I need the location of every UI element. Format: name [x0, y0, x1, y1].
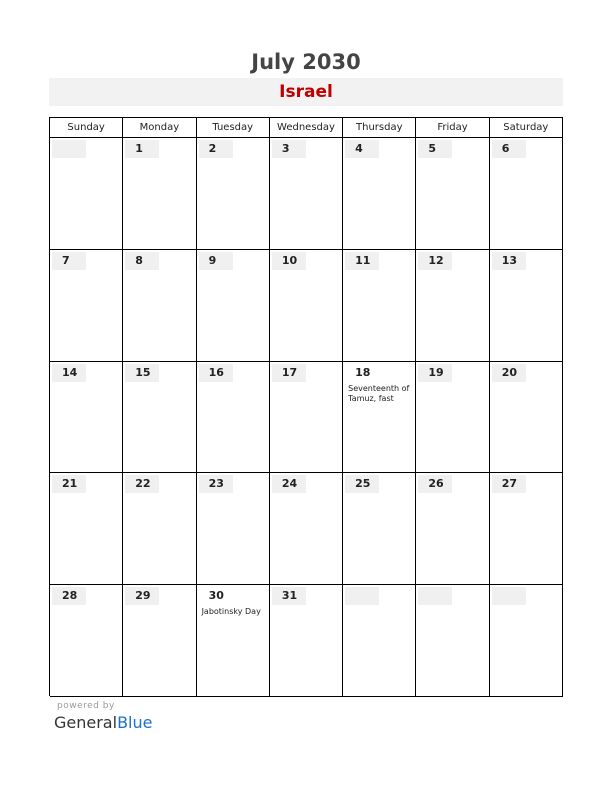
- day-number: 31: [272, 587, 306, 605]
- day-number: 1: [125, 140, 159, 158]
- day-cell: [343, 362, 416, 474]
- day-cell: [197, 585, 270, 697]
- day-number: 25: [345, 475, 379, 493]
- day-number: 21: [52, 475, 86, 493]
- day-cell: [123, 250, 196, 362]
- day-number: 22: [125, 475, 159, 493]
- powered-by-label: powered by: [57, 701, 115, 711]
- day-number: 4: [345, 140, 379, 158]
- day-cell: [50, 138, 123, 250]
- day-number: 9: [199, 252, 233, 270]
- day-cell: [197, 138, 270, 250]
- day-number: 19: [418, 364, 452, 382]
- day-cell: [416, 362, 489, 474]
- day-number: 26: [418, 475, 452, 493]
- day-cell: [343, 250, 416, 362]
- day-cell: [50, 362, 123, 474]
- day-number: [345, 587, 379, 605]
- day-number: 6: [492, 140, 526, 158]
- day-number: 23: [199, 475, 233, 493]
- holiday-event: Seventeenth of Tamuz, fast: [348, 383, 410, 403]
- day-cell: [270, 138, 343, 250]
- calendar-title: July 2030: [251, 50, 361, 74]
- weekday-tuesday: Tuesday: [197, 118, 270, 138]
- day-number: 17: [272, 364, 306, 382]
- weekday-saturday: Saturday: [490, 118, 563, 138]
- day-cell: [343, 585, 416, 697]
- day-cell: [123, 138, 196, 250]
- generalblue-logo[interactable]: [54, 713, 152, 732]
- day-cell: [50, 250, 123, 362]
- day-number: 20: [492, 364, 526, 382]
- day-number: [418, 587, 452, 605]
- day-cell: [343, 138, 416, 250]
- day-cell: [123, 362, 196, 474]
- day-cell: [197, 473, 270, 585]
- day-cell: [416, 250, 489, 362]
- weeks-container: [50, 138, 563, 697]
- day-cell: [490, 138, 563, 250]
- day-cell: [416, 473, 489, 585]
- day-cell: [197, 362, 270, 474]
- day-number: 7: [52, 252, 86, 270]
- day-number: 8: [125, 252, 159, 270]
- day-number: [492, 587, 526, 605]
- day-number: 14: [52, 364, 86, 382]
- week-row: [50, 250, 563, 362]
- day-cell: [123, 473, 196, 585]
- day-cell: [416, 585, 489, 697]
- logo-blue: Blue: [117, 713, 153, 732]
- day-number: 28: [52, 587, 86, 605]
- week-row: [50, 585, 563, 697]
- day-number: 30: [199, 587, 233, 605]
- day-cell: [490, 362, 563, 474]
- day-cell: [490, 473, 563, 585]
- day-cell: [50, 585, 123, 697]
- week-row: [50, 362, 563, 474]
- weekday-header-row: [50, 118, 563, 138]
- day-number: 2: [199, 140, 233, 158]
- day-number: [52, 140, 86, 158]
- day-number: 5: [418, 140, 452, 158]
- day-cell: [270, 362, 343, 474]
- country-label: Israel: [49, 78, 563, 106]
- weekday-sunday: Sunday: [50, 118, 123, 138]
- day-number: 24: [272, 475, 306, 493]
- day-number: 11: [345, 252, 379, 270]
- weekday-monday: Monday: [123, 118, 196, 138]
- day-cell: [416, 138, 489, 250]
- weekday-thursday: Thursday: [343, 118, 416, 138]
- day-number: 13: [492, 252, 526, 270]
- day-number: 15: [125, 364, 159, 382]
- day-cell: [123, 585, 196, 697]
- day-cell: [270, 585, 343, 697]
- calendar-grid: [49, 117, 563, 696]
- week-row: [50, 138, 563, 250]
- day-number: 18: [345, 364, 379, 382]
- day-number: 27: [492, 475, 526, 493]
- logo-general: General: [54, 713, 118, 732]
- week-row: [50, 473, 563, 585]
- day-number: 10: [272, 252, 306, 270]
- day-cell: [343, 473, 416, 585]
- day-cell: [270, 250, 343, 362]
- day-number: 16: [199, 364, 233, 382]
- day-number: 29: [125, 587, 159, 605]
- day-cell: [490, 250, 563, 362]
- holiday-event: Jabotinsky Day: [201, 607, 261, 617]
- day-number: 12: [418, 252, 452, 270]
- day-number: 3: [272, 140, 306, 158]
- day-cell: [270, 473, 343, 585]
- day-cell: [50, 473, 123, 585]
- weekday-friday: Friday: [416, 118, 489, 138]
- day-cell: [197, 250, 270, 362]
- day-cell: [490, 585, 563, 697]
- weekday-wednesday: Wednesday: [270, 118, 343, 138]
